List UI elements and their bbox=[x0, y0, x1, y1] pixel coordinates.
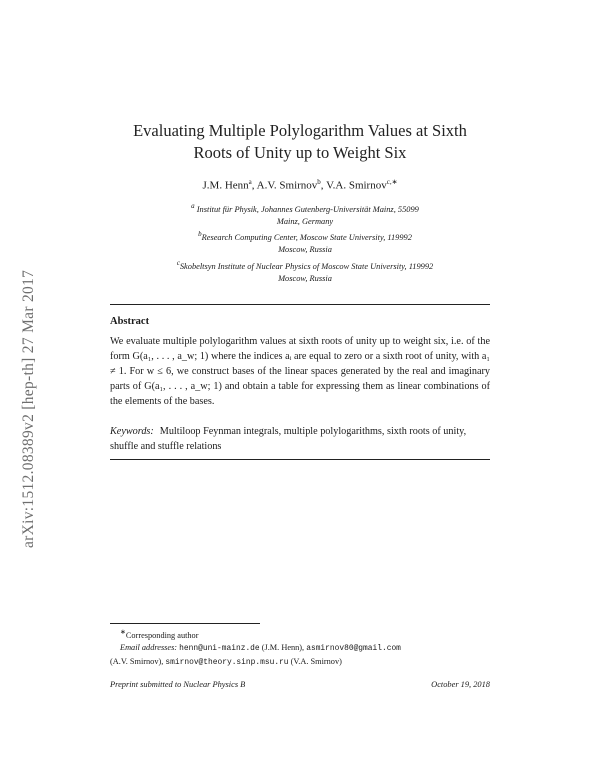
email-link[interactable]: henn@uni-mainz.de bbox=[179, 644, 260, 654]
preprint-note: Preprint submitted to Nuclear Physics B bbox=[110, 680, 246, 689]
abstract-heading: Abstract bbox=[110, 316, 150, 327]
affil-line: Institut für Physik, Johannes Gutenberg-Universität Mainz, 55099 bbox=[196, 204, 419, 214]
email-owner: (V.A. Smirnov) bbox=[290, 656, 342, 666]
arxiv-sidebar-stamp: arXiv:1512.08389v2 [hep-th] 27 Mar 2017 bbox=[20, 269, 37, 548]
keywords bbox=[110, 424, 490, 454]
email-owner: (J.M. Henn), bbox=[261, 643, 305, 653]
paper-title bbox=[110, 120, 490, 164]
abstract-top-rule bbox=[110, 304, 490, 305]
corresponding-author-note bbox=[110, 626, 495, 642]
page-footer bbox=[110, 680, 490, 689]
affiliation-b bbox=[120, 228, 490, 256]
email-link[interactable]: asmirnov80@gmail.com bbox=[306, 644, 401, 654]
title-line-2: Roots of Unity up to Weight Six bbox=[193, 143, 407, 162]
author-list: J.M. Henn$^a$, A.V. Smirnov$^b$, V.A. Smirnov$^{c,∗}$ bbox=[202, 178, 398, 192]
keywords-label: Keywords: bbox=[110, 426, 154, 437]
author-name: A.V. Smirnov bbox=[256, 179, 318, 192]
affil-mark: a bbox=[191, 202, 195, 210]
author-affil-mark: b bbox=[317, 178, 321, 186]
affil-line: Moscow, Russia bbox=[278, 245, 332, 255]
email-link[interactable]: smirnov@theory.sinp.msu.ru bbox=[165, 657, 289, 667]
author-affil-mark: c,∗ bbox=[386, 178, 398, 186]
affiliation-c bbox=[120, 257, 490, 285]
footnote-rule bbox=[110, 623, 260, 624]
email-label: Email addresses: bbox=[120, 643, 178, 653]
abstract-body: We evaluate multiple polylogarithm values at sixth roots of unity up to weight six, i.e. of the form G(a₁, . . . , a_w; 1) where the indices aᵢ are equal to zero or a sixth root of unity, with a₁ ≠ 1. For w ≤ 6, we construct bases of the linear spaces generated by the real and imaginary parts of G(a₁, . . . , a_w; 1) and obtain a table for expressing them as linear combinations of the elements of the bases. bbox=[110, 336, 490, 407]
abstract-bottom-rule bbox=[110, 459, 490, 460]
affil-mark: b bbox=[198, 230, 202, 239]
preprint-date: October 19, 2018 bbox=[431, 680, 490, 689]
affil-mark: c bbox=[176, 258, 180, 267]
footnote-text: Corresponding author bbox=[125, 630, 199, 640]
affiliations bbox=[120, 200, 490, 285]
footnote bbox=[110, 626, 495, 669]
author-name: V.A. Smirnov bbox=[326, 179, 387, 192]
keywords-text: Multiloop Feynman integrals, multiple polylogarithms, sixth roots of unity, shuffle and stuffle relations bbox=[110, 426, 467, 452]
author-name: J.M. Henn bbox=[202, 179, 249, 192]
author-affil-mark: a bbox=[248, 178, 252, 186]
affil-line: Research Computing Center, Moscow State University, 119992 bbox=[201, 233, 412, 243]
affil-line: Skobeltsyn Institute of Nuclear Physics of Moscow State University, 119992 bbox=[179, 261, 434, 271]
affiliation-a bbox=[120, 200, 490, 228]
email-addresses bbox=[110, 642, 495, 656]
email-addresses-cont bbox=[110, 656, 495, 670]
footnote-mark: ∗ bbox=[120, 628, 126, 636]
title-line-1: Evaluating Multiple Polylogarithm Values at Sixth bbox=[133, 121, 467, 140]
affil-line: Mainz, Germany bbox=[276, 217, 334, 227]
email-owner: (A.V. Smirnov), bbox=[110, 656, 164, 666]
affil-line: Moscow, Russia bbox=[278, 273, 332, 283]
